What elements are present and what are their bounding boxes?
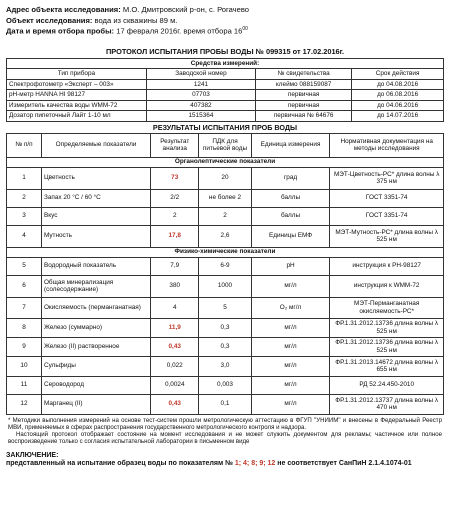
equipment-type: pH-метр HANNA HI 98127 <box>7 90 147 101</box>
result-value: 0,43 <box>151 394 199 414</box>
equipment-certificate: первичная № 64676 <box>256 111 352 122</box>
method-doc: инструкция к PH-98127 <box>330 257 444 275</box>
row-number: 5 <box>7 257 42 275</box>
results-header: Единица измерения <box>251 133 330 157</box>
row-number: 2 <box>7 189 42 207</box>
table-row <box>7 394 444 414</box>
method-doc: МЭТ-Перманганатная окисляемость-РС* <box>330 297 444 318</box>
date-label: Дата и время отбора пробы: <box>6 26 115 36</box>
parameter-name: Цветность <box>41 167 150 189</box>
object-label: Объект исследования: <box>6 15 93 25</box>
pdk-value: 0,3 <box>199 318 251 337</box>
result-value: 0,43 <box>151 337 199 356</box>
unit: О₂ мг/л <box>251 297 330 318</box>
equipment-header: № свидетельства <box>256 69 352 80</box>
unit: мг/л <box>251 394 330 414</box>
equipment-type: Дозатор пипеточный Лайт 1-10 мл <box>7 111 147 122</box>
unit: pH <box>251 257 330 275</box>
parameter-name: Водородный показатель <box>41 257 150 275</box>
table-row <box>7 189 444 207</box>
pdk-value: 2 <box>199 207 251 225</box>
equipment-certificate: клеймо 088159087 <box>256 79 352 90</box>
equipment-row <box>7 90 444 101</box>
parameter-name: Запах 20 °С / 60 °С <box>41 189 150 207</box>
date-value: 17 февраля 2016г. время отбора 16 <box>116 26 243 36</box>
results-header: ПДК для питьевой воды <box>199 133 251 157</box>
equipment-section-title: Средства измерений: <box>7 58 444 69</box>
table-row <box>7 356 444 376</box>
equipment-header-row <box>7 69 444 80</box>
unit: мг/л <box>251 356 330 376</box>
object-line <box>6 17 444 28</box>
table-row <box>7 257 444 275</box>
row-number: 10 <box>7 356 42 376</box>
result-value: 2 <box>151 207 199 225</box>
equipment-validity: до 06.08.2016 <box>352 90 444 101</box>
results-header: № п/п <box>7 133 42 157</box>
equipment-certificate: первичная <box>256 90 352 101</box>
row-number: 6 <box>7 275 42 297</box>
result-value: 17,8 <box>151 225 199 247</box>
unit: мг/л <box>251 275 330 297</box>
equipment-type: Измеритель качества воды WMM-72 <box>7 100 147 111</box>
results-table <box>6 133 444 415</box>
table-row <box>7 297 444 318</box>
equipment-validity: до 04.06.2016 <box>352 100 444 111</box>
document-header <box>6 0 444 38</box>
results-header: Нормативная документация на методы исследования <box>330 133 444 157</box>
method-doc: ГОСТ 3351-74 <box>330 207 444 225</box>
equipment-serial: 407382 <box>146 100 255 111</box>
equipment-serial: 1515364 <box>146 111 255 122</box>
results-title: РЕЗУЛЬТАТЫ ИСПЫТАНИЯ ПРОБ ВОДЫ <box>152 122 298 132</box>
results-header: Результат анализа <box>151 133 199 157</box>
pdk-value: 20 <box>199 167 251 189</box>
equipment-serial: 1241 <box>146 79 255 90</box>
date-line <box>6 27 444 38</box>
result-value: 7,9 <box>151 257 199 275</box>
pdk-value: 0,003 <box>199 376 251 394</box>
result-value: 11,9 <box>151 318 199 337</box>
equipment-row <box>7 79 444 90</box>
table-row <box>7 167 444 189</box>
table-row <box>7 225 444 247</box>
pdk-value: 3,0 <box>199 356 251 376</box>
parameter-name: Сульфиды <box>41 356 150 376</box>
equipment-type: Спектрофотометр «Эксперт – 003» <box>7 79 147 90</box>
table-row <box>7 275 444 297</box>
pdk-value: 6-9 <box>199 257 251 275</box>
result-value: 0,022 <box>151 356 199 376</box>
parameter-name: Марганец (II) <box>41 394 150 414</box>
conclusion-text <box>6 460 444 468</box>
table-row <box>7 207 444 225</box>
parameter-name: Железо (суммарно) <box>41 318 150 337</box>
row-number: 1 <box>7 167 42 189</box>
note-methods: * Методики выполнения измерений на основе тест-систем прошли метрологическую аттестацию в ФГУП "УНИИМ" и внесены в Федеральный Реестр МВИ, применяемых в сферах распространения государственного метрологического контроля и надзора. <box>8 416 442 431</box>
parameter-name: Железо (II) растворенное <box>41 337 150 356</box>
address-value: М.О. Дмитровский р-он, с. Рогачево <box>122 5 250 14</box>
pdk-value: 0,3 <box>199 337 251 356</box>
parameter-name: Вкус <box>41 207 150 225</box>
equipment-certificate: первичная <box>256 100 352 111</box>
equipment-serial: 07703 <box>146 90 255 101</box>
table-row <box>7 318 444 337</box>
unit: Единицы ЕМФ <box>251 225 330 247</box>
method-doc: ФР.1.31.2012.13736 длина волны λ 525 нм <box>330 318 444 337</box>
group-physchem: Физико-химические показатели <box>7 247 444 257</box>
equipment-header: Тип прибора <box>7 69 147 80</box>
conclusion-prefix: представленный на испытание образец воды по показателям № <box>6 459 233 467</box>
equipment-row <box>7 111 444 122</box>
equipment-header: Заводской номер <box>146 69 255 80</box>
method-doc: инструкция к WMM-72 <box>330 275 444 297</box>
parameter-name: Общая минерализация (солесодержание) <box>41 275 150 297</box>
result-value: 0,0024 <box>151 376 199 394</box>
conclusion-numbers: 1; 4; 8; 9; 12 <box>234 459 276 467</box>
unit: град <box>251 167 330 189</box>
row-number: 9 <box>7 337 42 356</box>
result-value: 380 <box>151 275 199 297</box>
row-number: 4 <box>7 225 42 247</box>
conclusion-suffix: не соответствует СанПиН 2.1.4.1074-01 <box>277 459 412 467</box>
conclusion <box>6 452 444 468</box>
equipment-validity: до 14.07.2016 <box>352 111 444 122</box>
object-value: вода из скважины 89 м. <box>94 15 178 25</box>
conclusion-heading: ЗАКЛЮЧЕНИЕ: <box>6 451 59 459</box>
equipment-validity: до 04.08.2016 <box>352 79 444 90</box>
protocol-title: ПРОТОКОЛ ИСПЫТАНИЯ ПРОБЫ ВОДЫ № 099315 от 17.02.2016г. <box>105 46 345 56</box>
note-reproduction: Настоящий протокол отображает состояние на момент исследования и не может служить документом для рекламы; частичное или полное воспроизведение только с согласия испытательной лаборатории в письменном виде <box>8 431 442 446</box>
row-number: 3 <box>7 207 42 225</box>
method-doc: РД 52.24.450-2010 <box>330 376 444 394</box>
parameter-name: Мутность <box>41 225 150 247</box>
row-number: 8 <box>7 318 42 337</box>
method-doc: ФР.1.31.2013.14672 длина волны λ 655 нм <box>330 356 444 376</box>
row-number: 7 <box>7 297 42 318</box>
parameter-name: Окисляемость (перманганатная) <box>41 297 150 318</box>
pdk-value: 0,1 <box>199 394 251 414</box>
method-doc: ФР.1.31.2012.13736 длина волны λ 525 нм <box>330 337 444 356</box>
equipment-header: Срок действия <box>352 69 444 80</box>
results-header: Определяемые показатели <box>41 133 150 157</box>
table-row <box>7 376 444 394</box>
method-doc: МЭТ-Мутность-РС* длина волны λ 525 нм <box>330 225 444 247</box>
unit: баллы <box>251 207 330 225</box>
result-value: 4 <box>151 297 199 318</box>
group-organoleptic: Органолептические показатели <box>7 157 444 167</box>
pdk-value: 1000 <box>199 275 251 297</box>
notes <box>6 417 444 446</box>
result-value: 2/2 <box>151 189 199 207</box>
method-doc: ГОСТ 3351-74 <box>330 189 444 207</box>
row-number: 12 <box>7 394 42 414</box>
method-doc: МЭТ-Цветность-РС* длина волны λ 375 нм <box>330 167 444 189</box>
table-row <box>7 337 444 356</box>
row-number: 11 <box>7 376 42 394</box>
equipment-row <box>7 100 444 111</box>
method-doc: ФР.1.31.2012.13737 длина волны λ 470 нм <box>330 394 444 414</box>
date-sup: 00 <box>242 26 248 32</box>
pdk-value: 5 <box>199 297 251 318</box>
unit: мг/л <box>251 376 330 394</box>
pdk-value: не более 2 <box>199 189 251 207</box>
parameter-name: Сероводород <box>41 376 150 394</box>
pdk-value: 2,6 <box>199 225 251 247</box>
address-label: Адрес объекта исследования: <box>6 5 121 14</box>
unit: мг/л <box>251 337 330 356</box>
result-value: 73 <box>151 167 199 189</box>
unit: баллы <box>251 189 330 207</box>
equipment-table <box>6 58 444 122</box>
results-header-row <box>7 133 444 157</box>
unit: мг/л <box>251 318 330 337</box>
